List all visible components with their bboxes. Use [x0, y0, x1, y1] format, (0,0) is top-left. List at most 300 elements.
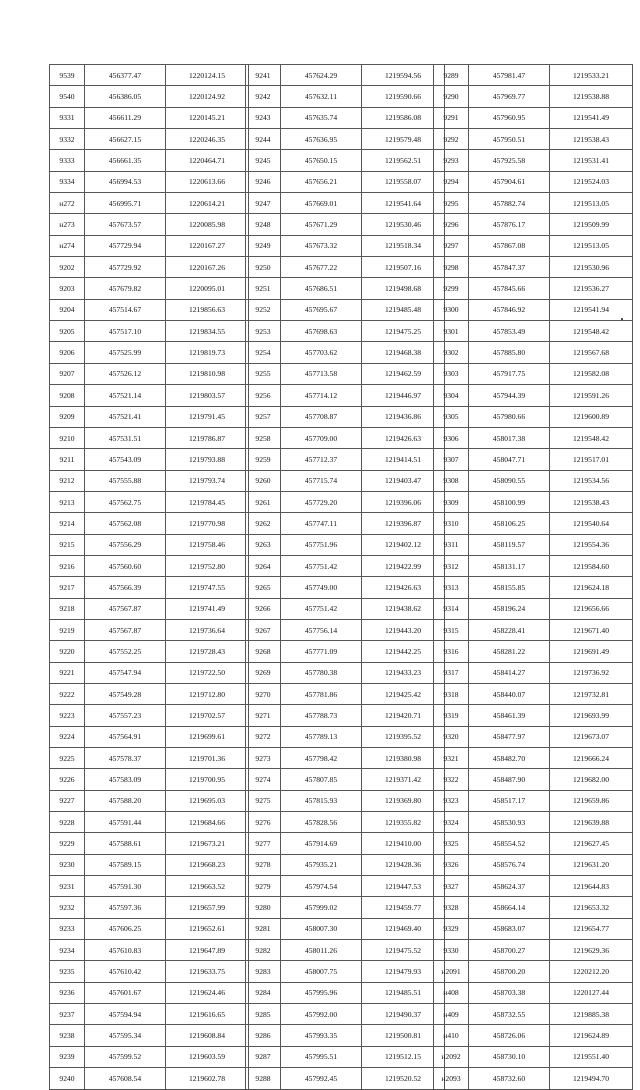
x-coordinate-cell: 457557.23 [85, 705, 166, 726]
point-id-cell: 9277 [246, 833, 281, 854]
x-coordinate-cell: 457562.75 [85, 491, 166, 512]
x-coordinate-cell: 457969.77 [469, 86, 550, 107]
x-coordinate-cell: 457567.87 [85, 598, 166, 619]
y-coordinate-cell: 1219538.43 [550, 491, 633, 512]
point-id-cell: 9258 [246, 427, 281, 448]
table-row [434, 513, 633, 534]
y-coordinate-cell: 1220095.01 [166, 278, 249, 299]
y-coordinate-cell: 1219468.38 [362, 342, 445, 363]
point-id-cell: 9295 [434, 193, 469, 214]
x-coordinate-cell: 457555.88 [85, 470, 166, 491]
x-coordinate-cell: 457566.39 [85, 577, 166, 598]
y-coordinate-cell: 1219538.88 [550, 86, 633, 107]
x-coordinate-cell: 458703.38 [469, 982, 550, 1003]
x-coordinate-cell: 457517.10 [85, 321, 166, 342]
y-coordinate-cell: 1219652.61 [166, 918, 249, 939]
table-row [246, 449, 445, 470]
table-row [50, 214, 249, 235]
table-row [434, 833, 633, 854]
x-coordinate-cell: 456994.53 [85, 171, 166, 192]
table-row [246, 427, 445, 448]
table-row [50, 385, 249, 406]
table-row [246, 491, 445, 512]
table-row [434, 598, 633, 619]
x-coordinate-cell: 457656.21 [281, 171, 362, 192]
table-row [246, 534, 445, 555]
x-coordinate-cell: 457677.22 [281, 257, 362, 278]
y-coordinate-cell: 1219736.64 [166, 619, 249, 640]
x-coordinate-cell: 458517.17 [469, 790, 550, 811]
x-coordinate-cell: 457845.66 [469, 278, 550, 299]
point-id-cell: 9228 [50, 812, 85, 833]
y-coordinate-cell: 1219856.63 [166, 299, 249, 320]
point-id-cell: 9270 [246, 683, 281, 704]
point-id-cell: 9251 [246, 278, 281, 299]
x-coordinate-cell: 457531.51 [85, 427, 166, 448]
table-row [434, 961, 633, 982]
y-coordinate-cell: 1219602.78 [166, 1068, 249, 1089]
point-id-cell: 9239 [50, 1046, 85, 1067]
point-id-cell: 9273 [246, 748, 281, 769]
y-coordinate-cell: 1219425.42 [362, 683, 445, 704]
table-row [50, 854, 249, 875]
x-coordinate-cell: 458090.55 [469, 470, 550, 491]
point-id-cell: 9279 [246, 876, 281, 897]
y-coordinate-cell: 1219624.18 [550, 577, 633, 598]
table-row [50, 748, 249, 769]
y-coordinate-cell: 1219666.24 [550, 748, 633, 769]
point-id-cell: 9302 [434, 342, 469, 363]
point-id-cell: н272 [50, 193, 85, 214]
x-coordinate-cell: 457632.11 [281, 86, 362, 107]
y-coordinate-cell: 1219586.08 [362, 107, 445, 128]
y-coordinate-cell: 1219793.88 [166, 449, 249, 470]
y-coordinate-cell: 1219702.57 [166, 705, 249, 726]
point-id-cell: н2091 [434, 961, 469, 982]
point-id-cell: н2093 [434, 1068, 469, 1089]
point-id-cell: 9220 [50, 641, 85, 662]
x-coordinate-cell: 457867.08 [469, 235, 550, 256]
x-coordinate-cell: 458007.75 [281, 961, 362, 982]
point-id-cell: 9307 [434, 449, 469, 470]
point-id-cell: 9271 [246, 705, 281, 726]
point-id-cell: 9328 [434, 897, 469, 918]
table-row [50, 449, 249, 470]
table-row [50, 833, 249, 854]
y-coordinate-cell: 1219558.07 [362, 171, 445, 192]
x-coordinate-cell: 457798.42 [281, 748, 362, 769]
x-coordinate-cell: 457526.12 [85, 363, 166, 384]
table-row [246, 812, 445, 833]
x-coordinate-cell: 457547.94 [85, 662, 166, 683]
table-row [434, 641, 633, 662]
point-id-cell: 9280 [246, 897, 281, 918]
x-coordinate-cell: 458530.93 [469, 812, 550, 833]
point-id-cell: 9221 [50, 662, 85, 683]
table-row [50, 982, 249, 1003]
point-id-cell: 9202 [50, 257, 85, 278]
table-row [434, 1025, 633, 1046]
table-row [434, 214, 633, 235]
point-id-cell: 9217 [50, 577, 85, 598]
table-row [50, 235, 249, 256]
point-id-cell: 9311 [434, 534, 469, 555]
y-coordinate-cell: 1219355.82 [362, 812, 445, 833]
table-row [50, 876, 249, 897]
y-coordinate-cell: 1219786.87 [166, 427, 249, 448]
point-id-cell: 9308 [434, 470, 469, 491]
x-coordinate-cell: 457992.00 [281, 1004, 362, 1025]
point-id-cell: 9259 [246, 449, 281, 470]
point-id-cell: 9318 [434, 683, 469, 704]
y-coordinate-cell: 1220212.20 [550, 961, 633, 982]
table-row [434, 470, 633, 491]
point-id-cell: н2092 [434, 1046, 469, 1067]
x-coordinate-cell: 457904.61 [469, 171, 550, 192]
y-coordinate-cell: 1219414.51 [362, 449, 445, 470]
x-coordinate-cell: 457589.15 [85, 854, 166, 875]
y-coordinate-cell: 1219541.94 [550, 299, 633, 320]
point-id-cell: 9539 [50, 65, 85, 86]
y-coordinate-cell: 1219524.03 [550, 171, 633, 192]
table-row [246, 833, 445, 854]
y-coordinate-cell: 1219770.98 [166, 513, 249, 534]
point-id-cell: 9291 [434, 107, 469, 128]
y-coordinate-cell: 1219517.01 [550, 449, 633, 470]
point-id-cell: 9326 [434, 854, 469, 875]
point-id-cell: 9204 [50, 299, 85, 320]
point-id-cell: 9226 [50, 769, 85, 790]
y-coordinate-cell: 1219436.86 [362, 406, 445, 427]
table-row [50, 171, 249, 192]
x-coordinate-cell: 457771.09 [281, 641, 362, 662]
point-id-cell: 9290 [434, 86, 469, 107]
y-coordinate-cell: 1219403.47 [362, 470, 445, 491]
point-id-cell: 9266 [246, 598, 281, 619]
x-coordinate-cell: 457944.39 [469, 385, 550, 406]
x-coordinate-cell: 457543.09 [85, 449, 166, 470]
table-row [434, 1004, 633, 1025]
x-coordinate-cell: 457673.32 [281, 235, 362, 256]
point-id-cell: 9263 [246, 534, 281, 555]
table-row [434, 193, 633, 214]
x-coordinate-cell: 457606.25 [85, 918, 166, 939]
y-coordinate-cell: 1219428.36 [362, 854, 445, 875]
y-coordinate-cell: 1219548.42 [550, 427, 633, 448]
y-coordinate-cell: 1219536.27 [550, 278, 633, 299]
coordinates-table-3 [433, 64, 633, 1090]
table-row [246, 342, 445, 363]
x-coordinate-cell: 457729.20 [281, 491, 362, 512]
x-coordinate-cell: 458119.57 [469, 534, 550, 555]
y-coordinate-cell: 1219490.37 [362, 1004, 445, 1025]
x-coordinate-cell: 457781.86 [281, 683, 362, 704]
y-coordinate-cell: 1219752.80 [166, 555, 249, 576]
x-coordinate-cell: 457597.36 [85, 897, 166, 918]
y-coordinate-cell: 1219736.92 [550, 662, 633, 683]
point-id-cell: 9278 [246, 854, 281, 875]
table-row [434, 1046, 633, 1067]
y-coordinate-cell: 1219513.05 [550, 193, 633, 214]
x-coordinate-cell: 457729.92 [85, 257, 166, 278]
x-coordinate-cell: 457993.35 [281, 1025, 362, 1046]
y-coordinate-cell: 1219600.89 [550, 406, 633, 427]
x-coordinate-cell: 457686.51 [281, 278, 362, 299]
x-coordinate-cell: 458700.20 [469, 961, 550, 982]
point-id-cell: 9284 [246, 982, 281, 1003]
table-row [246, 982, 445, 1003]
table-row [434, 812, 633, 833]
table-row [434, 662, 633, 683]
table-row [246, 577, 445, 598]
y-coordinate-cell: 1219608.84 [166, 1025, 249, 1046]
table-row [50, 1004, 249, 1025]
point-id-cell: 9315 [434, 619, 469, 640]
x-coordinate-cell: 457715.74 [281, 470, 362, 491]
point-id-cell: 9237 [50, 1004, 85, 1025]
x-coordinate-cell: 457714.12 [281, 385, 362, 406]
x-coordinate-cell: 457712.37 [281, 449, 362, 470]
table-row [246, 171, 445, 192]
y-coordinate-cell: 1219520.52 [362, 1068, 445, 1089]
table-row [246, 107, 445, 128]
point-id-cell: 9324 [434, 812, 469, 833]
x-coordinate-cell: 457599.52 [85, 1046, 166, 1067]
table-row [434, 86, 633, 107]
x-coordinate-cell: 457847.37 [469, 257, 550, 278]
x-coordinate-cell: 458196.24 [469, 598, 550, 619]
x-coordinate-cell: 457521.14 [85, 385, 166, 406]
y-coordinate-cell: 1219369.80 [362, 790, 445, 811]
y-coordinate-cell: 1220246.35 [166, 129, 249, 150]
table-row [434, 982, 633, 1003]
point-id-cell: н408 [434, 982, 469, 1003]
x-coordinate-cell: 457562.08 [85, 513, 166, 534]
point-id-cell: 9323 [434, 790, 469, 811]
point-id-cell: 9215 [50, 534, 85, 555]
x-coordinate-cell: 457885.80 [469, 342, 550, 363]
point-id-cell: 9245 [246, 150, 281, 171]
table-row [434, 129, 633, 150]
point-id-cell: 9249 [246, 235, 281, 256]
table-row [434, 555, 633, 576]
y-coordinate-cell: 1220085.98 [166, 214, 249, 235]
coordinates-table-1 [49, 64, 249, 1090]
table-row [50, 65, 249, 86]
table-row [50, 342, 249, 363]
x-coordinate-cell: 458440.07 [469, 683, 550, 704]
table-row [434, 854, 633, 875]
table-row [50, 86, 249, 107]
x-coordinate-cell: 458228.41 [469, 619, 550, 640]
x-coordinate-cell: 457552.25 [85, 641, 166, 662]
y-coordinate-cell: 1219654.77 [550, 918, 633, 939]
point-id-cell: 9265 [246, 577, 281, 598]
table-row [246, 1068, 445, 1089]
y-coordinate-cell: 1219712.80 [166, 683, 249, 704]
table-row [434, 427, 633, 448]
y-coordinate-cell: 1219551.40 [550, 1046, 633, 1067]
y-coordinate-cell: 1219659.86 [550, 790, 633, 811]
x-coordinate-cell: 457876.17 [469, 214, 550, 235]
y-coordinate-cell: 1219507.16 [362, 257, 445, 278]
point-id-cell: 9282 [246, 940, 281, 961]
x-coordinate-cell: 458007.30 [281, 918, 362, 939]
y-coordinate-cell: 1219693.99 [550, 705, 633, 726]
y-coordinate-cell: 1219541.64 [362, 193, 445, 214]
table-row [434, 683, 633, 704]
table-row [434, 790, 633, 811]
x-coordinate-cell: 457595.34 [85, 1025, 166, 1046]
y-coordinate-cell: 1219475.25 [362, 321, 445, 342]
table-row [434, 278, 633, 299]
table-row [50, 683, 249, 704]
table-row [246, 641, 445, 662]
point-id-cell: 9329 [434, 918, 469, 939]
y-coordinate-cell: 1220613.66 [166, 171, 249, 192]
table-row [434, 876, 633, 897]
table-row [434, 363, 633, 384]
y-coordinate-cell: 1219671.40 [550, 619, 633, 640]
x-coordinate-cell: 457815.93 [281, 790, 362, 811]
table-row [246, 1004, 445, 1025]
scan-speck [621, 318, 623, 320]
y-coordinate-cell: 1219396.87 [362, 513, 445, 534]
x-coordinate-cell: 458576.74 [469, 854, 550, 875]
x-coordinate-cell: 457578.37 [85, 748, 166, 769]
y-coordinate-cell: 1220614.21 [166, 193, 249, 214]
table-row [246, 278, 445, 299]
point-id-cell: 9299 [434, 278, 469, 299]
table-row [246, 748, 445, 769]
y-coordinate-cell: 1219803.57 [166, 385, 249, 406]
y-coordinate-cell: 1219533.21 [550, 65, 633, 86]
y-coordinate-cell: 1219513.05 [550, 235, 633, 256]
point-id-cell: 9256 [246, 385, 281, 406]
table-row [246, 65, 445, 86]
point-id-cell: 9283 [246, 961, 281, 982]
x-coordinate-cell: 457588.20 [85, 790, 166, 811]
point-id-cell: 9211 [50, 449, 85, 470]
point-id-cell: 9240 [50, 1068, 85, 1089]
x-coordinate-cell: 457591.44 [85, 812, 166, 833]
y-coordinate-cell: 1219629.36 [550, 940, 633, 961]
table-row [434, 940, 633, 961]
point-id-cell: 9304 [434, 385, 469, 406]
y-coordinate-cell: 1219656.66 [550, 598, 633, 619]
table-row [50, 150, 249, 171]
point-id-cell: 9267 [246, 619, 281, 640]
point-id-cell: 9305 [434, 406, 469, 427]
y-coordinate-cell: 1219410.00 [362, 833, 445, 854]
x-coordinate-cell: 457594.94 [85, 1004, 166, 1025]
point-id-cell: 9314 [434, 598, 469, 619]
x-coordinate-cell: 457747.11 [281, 513, 362, 534]
table-row [50, 491, 249, 512]
point-id-cell: 9233 [50, 918, 85, 939]
y-coordinate-cell: 1219885.38 [550, 1004, 633, 1025]
y-coordinate-cell: 1220167.26 [166, 257, 249, 278]
point-id-cell: 9205 [50, 321, 85, 342]
point-id-cell: 9287 [246, 1046, 281, 1067]
table-row [50, 769, 249, 790]
x-coordinate-cell: 457882.74 [469, 193, 550, 214]
table-row [50, 534, 249, 555]
x-coordinate-cell: 458414.27 [469, 662, 550, 683]
x-coordinate-cell: 457703.62 [281, 342, 362, 363]
table-row [246, 470, 445, 491]
table-row [246, 555, 445, 576]
y-coordinate-cell: 1219475.52 [362, 940, 445, 961]
table-row [434, 65, 633, 86]
x-coordinate-cell: 458664.14 [469, 897, 550, 918]
y-coordinate-cell: 1219485.51 [362, 982, 445, 1003]
y-coordinate-cell: 1219728.43 [166, 641, 249, 662]
point-id-cell: 9230 [50, 854, 85, 875]
y-coordinate-cell: 1220124.92 [166, 86, 249, 107]
y-coordinate-cell: 1219426.63 [362, 427, 445, 448]
table-row [50, 619, 249, 640]
y-coordinate-cell: 1219758.46 [166, 534, 249, 555]
x-coordinate-cell: 458732.60 [469, 1068, 550, 1089]
table-row [50, 726, 249, 747]
x-coordinate-cell: 458477.97 [469, 726, 550, 747]
y-coordinate-cell: 1219627.45 [550, 833, 633, 854]
point-id-cell: 9298 [434, 257, 469, 278]
x-coordinate-cell: 458106.25 [469, 513, 550, 534]
y-coordinate-cell: 1219380.98 [362, 748, 445, 769]
table-row [50, 363, 249, 384]
point-id-cell: 9243 [246, 107, 281, 128]
y-coordinate-cell: 1219498.68 [362, 278, 445, 299]
y-coordinate-cell: 1219459.77 [362, 897, 445, 918]
y-coordinate-cell: 1219695.03 [166, 790, 249, 811]
y-coordinate-cell: 1219402.12 [362, 534, 445, 555]
y-coordinate-cell: 1219682.00 [550, 769, 633, 790]
y-coordinate-cell: 1219567.68 [550, 342, 633, 363]
table-row [434, 534, 633, 555]
table-row [246, 513, 445, 534]
y-coordinate-cell: 1219663.52 [166, 876, 249, 897]
point-id-cell: 9213 [50, 491, 85, 512]
x-coordinate-cell: 458461.39 [469, 705, 550, 726]
point-id-cell: 9301 [434, 321, 469, 342]
table-row [434, 406, 633, 427]
point-id-cell: 9262 [246, 513, 281, 534]
y-coordinate-cell: 1219834.55 [166, 321, 249, 342]
table-row [246, 769, 445, 790]
y-coordinate-cell: 1219657.99 [166, 897, 249, 918]
x-coordinate-cell: 458155.85 [469, 577, 550, 598]
x-coordinate-cell: 456995.71 [85, 193, 166, 214]
table-row [434, 705, 633, 726]
table-row [50, 812, 249, 833]
point-id-cell: 9207 [50, 363, 85, 384]
y-coordinate-cell: 1219422.99 [362, 555, 445, 576]
y-coordinate-cell: 1219810.98 [166, 363, 249, 384]
y-coordinate-cell: 1219591.26 [550, 385, 633, 406]
point-id-cell: 9321 [434, 748, 469, 769]
point-id-cell: 9297 [434, 235, 469, 256]
y-coordinate-cell: 1219530.46 [362, 214, 445, 235]
table-row [246, 619, 445, 640]
point-id-cell: н273 [50, 214, 85, 235]
x-coordinate-cell: 456377.47 [85, 65, 166, 86]
x-coordinate-cell: 457521.41 [85, 406, 166, 427]
point-id-cell: 9244 [246, 129, 281, 150]
point-id-cell: 9320 [434, 726, 469, 747]
x-coordinate-cell: 457601.67 [85, 982, 166, 1003]
